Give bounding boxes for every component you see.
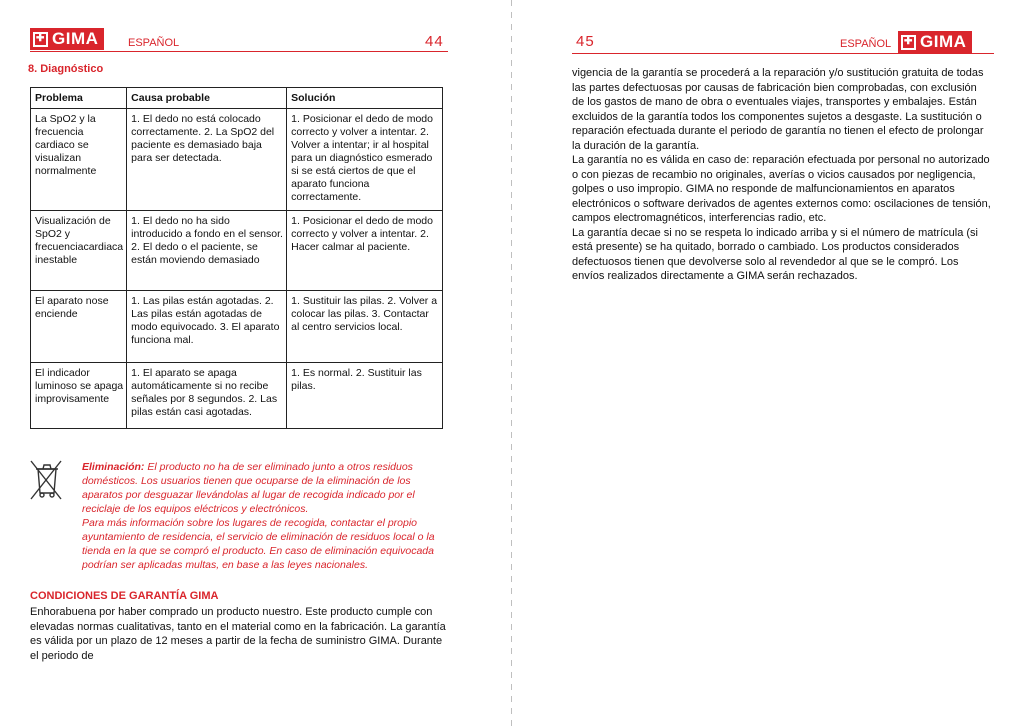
solution-cell: 1. Posicionar el dedo de modo correcto y volver a intentar. 2. Hacer calmar al paciente. (287, 211, 443, 291)
language-label: ESPAÑOL (840, 38, 892, 50)
brand-label: GIMA (920, 32, 967, 51)
page-number: 45 (576, 33, 595, 50)
warranty-paragraph: vigencia de la garantía se procederá a la reparación y/o sustitución gratuita de todas las partes defectuosas por causas de fabricación bien comprobadas, con exclusión de los gastos de mano de obra o eventuales viajes, transportes y embalajes. Están excluidos de la garantía todos los componentes sujetos a desgaste. La sustitución o reparación efectuada durante el periodo de garantía no tienen el efecto de prolongar la duración de la garantía. (572, 67, 984, 152)
warranty-text: Enhorabuena por haber comprado un producto nuestro. Este producto cumple con elevadas normas cualitativas, tanto en el material como en la fabricación. La garantía es válida por un plazo de 12 meses a partir de la fecha de suministro GIMA. Durante el periodo de (30, 606, 446, 662)
disposal-text: El producto no ha de ser eliminado junto a otros residuos domésticos. Los usuarios tienen que ocuparse de la eliminación de los aparatos por desguazar llevándolas al lugar de recogida indicado por el reciclaje de los equipos eléctricos y electrónicos. (82, 461, 415, 515)
header-rule (572, 53, 994, 54)
problem-cell: Visualización de SpO2 y frecuenciacardiaca inestable (31, 211, 127, 291)
gima-logo (30, 28, 104, 50)
cause-cell: 1. El dedo no está colocado correctamente. 2. La SpO2 del paciente es demasiado baja para ser detectada. (127, 109, 287, 211)
column-header: Causa probable (127, 88, 287, 109)
solution-cell: 1. Posicionar el dedo de modo correcto y volver a intentar. 2. Volver a intentar; ir al hospital para un diagnóstico esmerado si se está ciertos de que el aparato funciona correctamente. (287, 109, 443, 211)
section-title: 8. Diagnóstico (28, 63, 104, 75)
cause-cell: 1. El dedo no ha sido introducido a fondo en el sensor. 2. El dedo o el paciente, se están moviendo demasiado (127, 211, 287, 291)
column-header: Solución (287, 88, 443, 109)
page-number: 44 (425, 33, 444, 50)
language-label: ESPAÑOL (128, 37, 180, 49)
solution-cell: 1. Sustituir las pilas. 2. Volver a colocar las pilas. 3. Contactar al centro servicios local. (287, 291, 443, 363)
problem-cell: El aparato nose enciende (31, 291, 127, 363)
gima-logo (898, 31, 972, 53)
table-row (31, 291, 443, 363)
solution-cell: 1. Es normal. 2. Sustituir las pilas. (287, 363, 443, 429)
table-row (31, 363, 443, 429)
problem-cell: El indicador luminoso se apaga improvisamente (31, 363, 127, 429)
disposal-info-text: Para más información sobre los lugares de recogida, contactar el propio ayuntamiento de residencia, el servicio de eliminación de residuos local o la tienda en la que se compró el producto. En caso de eliminación equivocada podrían ser aplicadas multas, en base a las leyes nacionales. (82, 517, 435, 571)
brand-label: GIMA (52, 29, 99, 48)
table-row (31, 211, 443, 291)
right-page (512, 0, 1024, 726)
warranty-paragraph: La garantía decae si no se respeta lo indicado arriba y si el número de matrícula (si está presente) se ha quitado, borrado o cambiado. Los productos considerados defectuosos tienen que devolverse solo al revendedor al que se le compró. Los envíos realizados directamente a GIMA serán rechazados. (572, 226, 978, 282)
problem-cell: La SpO2 y la frecuencia cardiaco se visualizan normalmente (31, 109, 127, 211)
warranty-title: CONDICIONES DE GARANTÍA GIMA (30, 590, 219, 602)
cause-cell: 1. El aparato se apaga automáticamente si no recibe señales por 8 segundos. 2. Las pilas están casi agotadas. (127, 363, 287, 429)
column-header: Problema (31, 88, 127, 109)
warranty-continued (572, 66, 992, 284)
warranty-paragraph: La garantía no es válida en caso de: reparación efectuada por personal no autorizado o con piezas de recambio no originales, averías o vicios causados por negligencia, golpes o uso impropio. GIMA no responde de malfuncionamientos en aparatos electrónicos o software derivados de agentes externos como: oscilaciones de tensión, campos electromagnéticos, interferencias radio, etc. (572, 154, 991, 224)
table-header-row (31, 88, 443, 109)
table-row (31, 109, 443, 211)
crossed-out-bin-icon (28, 457, 64, 503)
cause-cell: 1. Las pilas están agotadas. 2. Las pilas están agotadas de modo equivocado. 3. El aparato funciona mal. (127, 291, 287, 363)
disposal-notice (82, 460, 448, 572)
disposal-label: Eliminación: (82, 461, 145, 473)
gima-logo-mark-icon: ✚ (901, 35, 916, 50)
header-rule (30, 51, 448, 52)
gima-logo-mark-icon: ✚ (33, 32, 48, 47)
diagnosis-table (30, 87, 443, 429)
